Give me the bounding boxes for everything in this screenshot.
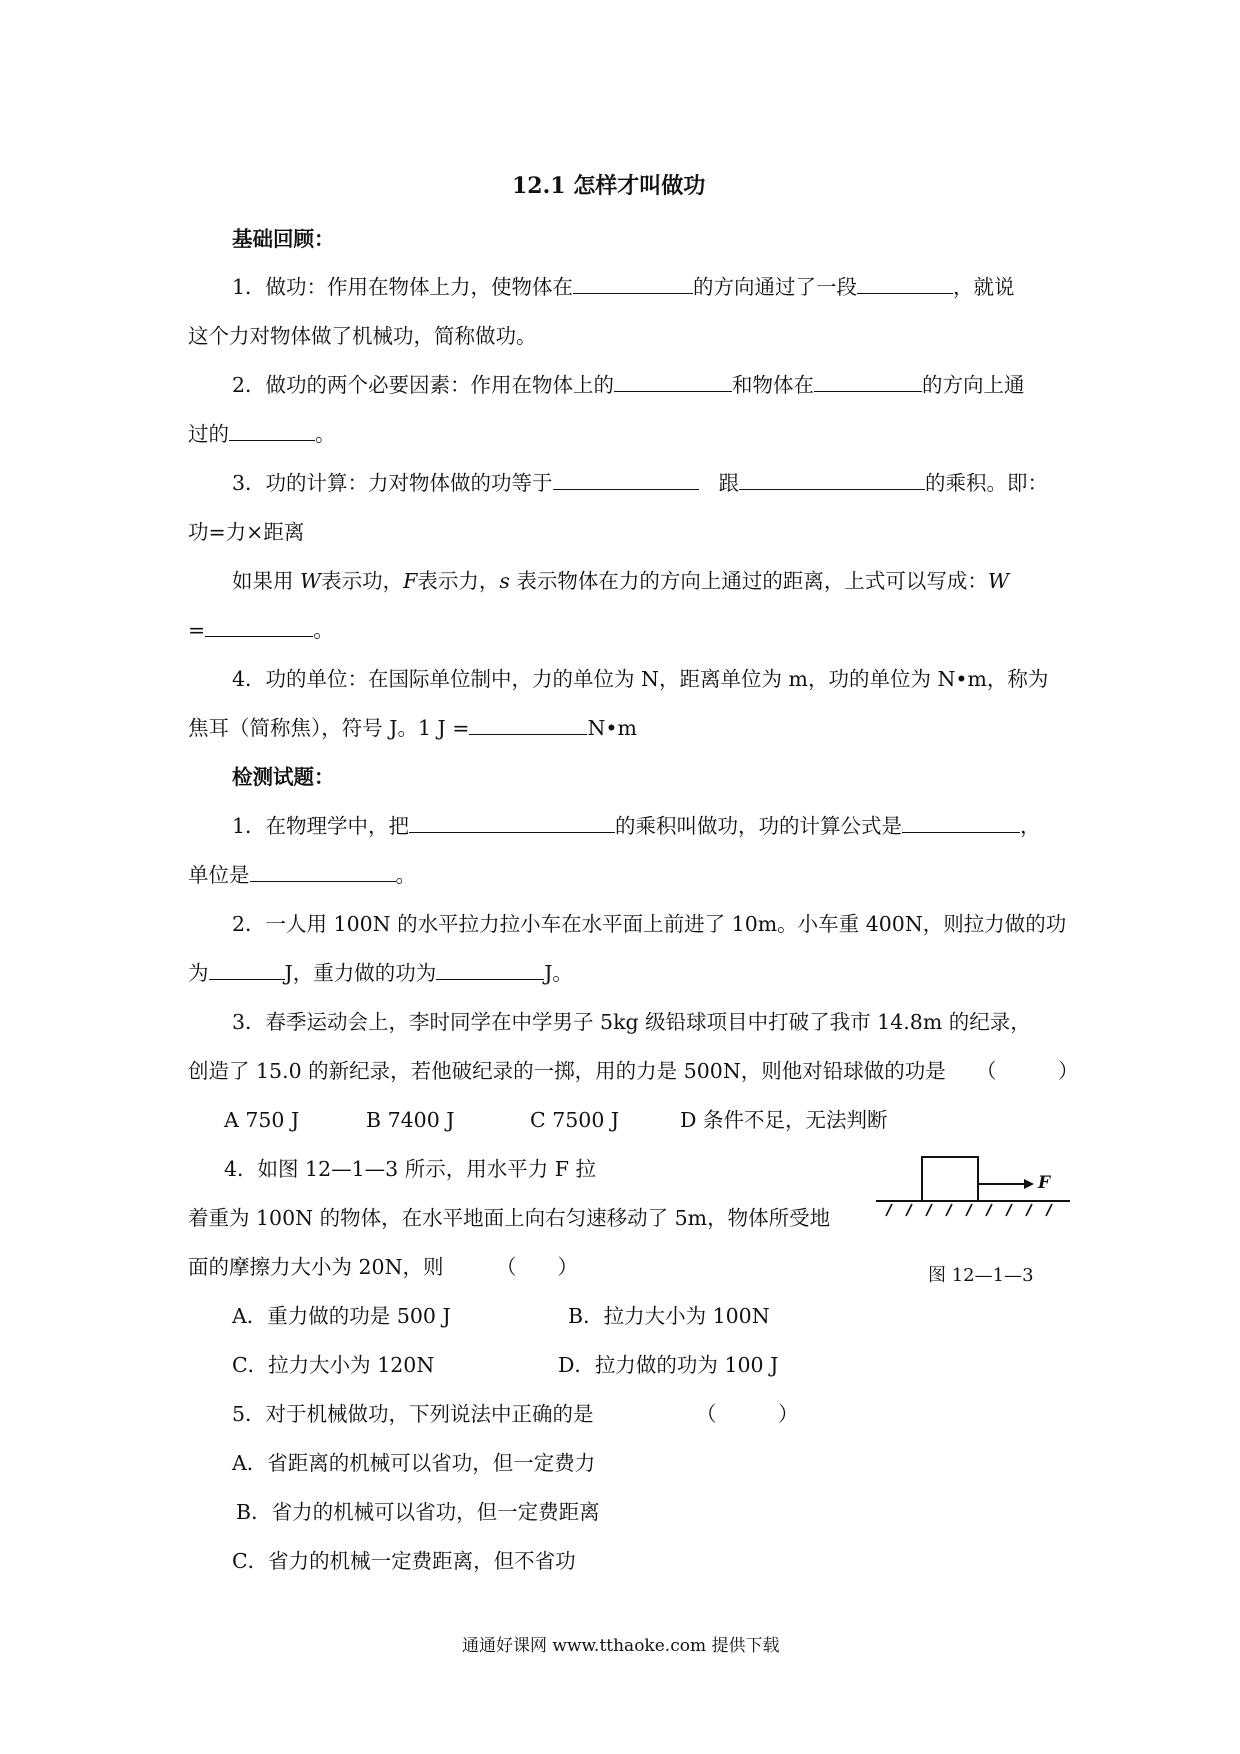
answer-blank[interactable] <box>229 420 315 441</box>
test-4-option-d[interactable]: D．拉力做的功为 100 J <box>558 1353 779 1377</box>
answer-parentheses[interactable]: （ ） <box>696 1402 799 1426</box>
answer-blank[interactable] <box>573 273 693 294</box>
answer-blank[interactable] <box>614 371 732 392</box>
question-1-line-2: 这个力对物体做了机械功，简称做功。 <box>188 324 537 348</box>
test-4-option-b[interactable]: B．拉力大小为 100N <box>568 1304 770 1328</box>
question-3-line-1: 3．功的计算：力对物体做的功等于 跟 的乘积。即： <box>232 471 1049 495</box>
question-4-line-2: 焦耳（简称焦），符号 J。1 J = N•m <box>188 716 637 740</box>
force-label: F <box>1038 1173 1051 1193</box>
section-heading-test: 检测试题： <box>232 765 335 789</box>
answer-blank[interactable] <box>209 959 285 980</box>
test-2-line-2: 为 J，重力做的功为 J。 <box>188 961 573 985</box>
test-3-line-2: 创造了 15.0 的新纪录，若他破纪录的一掷，用的力是 500N，则他对铅球做的功是 <box>188 1059 946 1083</box>
question-2-line-1: 2．做功的两个必要因素：作用在物体上的 和物体在 的方向上通 <box>232 373 1025 397</box>
test-1-line-1: 1．在物理学中，把 的乘积叫做功，功的计算公式是 ， <box>232 814 1041 838</box>
question-4-line-1: 4．功的单位：在国际单位制中，力的单位为 N，距离单位为 m，功的单位为 N•m，称为 <box>232 667 1049 691</box>
option-a[interactable]: A 750 J <box>224 1108 300 1132</box>
test-5-option-c[interactable]: C．省力的机械一定费距离，但不省功 <box>232 1549 576 1573</box>
test-1-line-2: 单位是 。 <box>188 863 416 887</box>
answer-blank[interactable] <box>857 273 953 294</box>
answer-blank[interactable] <box>250 861 396 882</box>
formula-line-1: 如果用 W表示功，F表示力，s 表示物体在力的方向上通过的距离，上式可以写成：W <box>232 569 1009 593</box>
test-5-option-a[interactable]: A．省距离的机械可以省功，但一定费力 <box>232 1451 596 1475</box>
test-4-option-c[interactable]: C．拉力大小为 120N <box>232 1353 435 1377</box>
option-b[interactable]: B 7400 J <box>366 1108 455 1132</box>
test-4-line-3: 面的摩擦力大小为 20N，则 <box>188 1255 444 1279</box>
answer-blank[interactable] <box>902 812 1020 833</box>
option-d[interactable]: D 条件不足，无法判断 <box>680 1108 888 1132</box>
test-5-line-1: 5．对于机械做功，下列说法中正确的是 <box>232 1402 594 1426</box>
page-footer: 通通好课网 www.tthaoke.com 提供下载 <box>462 1636 780 1656</box>
question-1-line-1: 1．做功：作用在物体上力，使物体在 的方向通过了一段 ，就说 <box>232 275 1015 299</box>
question-2-line-2: 过的 。 <box>188 422 336 446</box>
page-title: 12.1 怎样才叫做功 <box>512 173 706 199</box>
figure-caption: 图 12—1—3 <box>928 1265 1034 1286</box>
answer-blank[interactable] <box>409 812 615 833</box>
block-shape <box>922 1157 978 1201</box>
test-4-line-1: 4．如图 12—1—3 所示，用水平力 F 拉 <box>224 1157 597 1181</box>
ground-hatching <box>886 1204 1052 1216</box>
test-4-option-a[interactable]: A．重力做的功是 500 J <box>232 1304 451 1328</box>
option-c[interactable]: C 7500 J <box>530 1108 620 1132</box>
test-4-line-2: 着重为 100N 的物体，在水平地面上向右匀速移动了 5m，物体所受地 <box>188 1206 831 1230</box>
force-arrow-head <box>1024 1179 1034 1189</box>
test-2-line-1: 2．一人用 100N 的水平拉力拉小车在水平面上前进了 10m。小车重 400N，则拉力做的功 <box>232 912 1067 936</box>
formula-line-2: = 。 <box>188 618 334 642</box>
answer-blank[interactable] <box>205 616 313 637</box>
answer-blank[interactable] <box>814 371 922 392</box>
test-5-option-b[interactable]: B．省力的机械可以省功，但一定费距离 <box>236 1500 600 1524</box>
question-3-line-2: 功=力×距离 <box>188 520 305 544</box>
answer-blank[interactable] <box>469 714 587 735</box>
answer-blank[interactable] <box>739 469 925 490</box>
answer-parentheses[interactable]: （ ） <box>496 1255 578 1279</box>
answer-blank[interactable] <box>436 959 544 980</box>
section-heading-review: 基础回顾： <box>232 227 335 251</box>
answer-blank[interactable] <box>553 469 699 490</box>
answer-parentheses[interactable]: （ ） <box>976 1059 1079 1083</box>
test-3-line-1: 3．春季运动会上，李时同学在中学男子 5kg 级铅球项目中打破了我市 14.8m 的纪录， <box>232 1010 1031 1034</box>
block-on-ground-figure <box>874 1150 1074 1236</box>
